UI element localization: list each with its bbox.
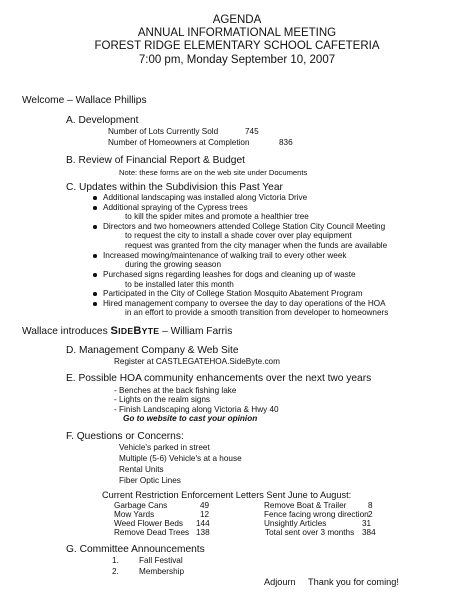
letter-count: 144 (196, 519, 210, 528)
section-g-title: G. Committee Announcements (66, 544, 205, 555)
letter-label: Weed Flower Beds (114, 519, 184, 528)
update-item: Increased mowing/maintenance of walking trail to every other week (103, 251, 347, 260)
update-item-cont: to request the city to install a shade cover over play equipment (125, 231, 352, 240)
intro-suffix: – William Farris (159, 326, 233, 337)
section-e-title: E. Possible HOA community enhancements over the next two years (66, 373, 372, 384)
letter-count: 2 (368, 510, 373, 519)
section-d-title: D. Management Company & Web Site (66, 345, 239, 356)
announcement-number: 1. (112, 556, 119, 565)
update-item: Participated in the City of College Station Mosquito Abatement Program (103, 289, 363, 298)
update-item-cont: to be installed later this month (125, 280, 234, 289)
letter-count: 8 (368, 501, 373, 510)
letter-count: 138 (196, 528, 210, 537)
enhancement-item: - Finish Landscaping along Victoria & Hwy 40 (114, 405, 279, 414)
enhancement-item: - Lights on the realm signs (114, 395, 211, 404)
adjourn-label: Adjourn (264, 577, 296, 587)
letter-count: 31 (362, 519, 372, 528)
section-a-title: A. Development (66, 115, 139, 126)
update-item: Directors and two homeowners attended College Station City Council Meeting (103, 222, 386, 231)
section-c-title: C. Updates within the Subdivision this Past Year (66, 182, 283, 193)
welcome-line: Welcome – Wallace Phillips (22, 95, 147, 106)
lots-sold-label: Number of Lots Currently Sold (108, 127, 219, 136)
intro-prefix: Wallace introduces (22, 326, 111, 337)
letter-label: Mow Yards (114, 510, 155, 519)
update-item-cont: to kill the spider mites and promote a healthier tree (125, 212, 309, 221)
letter-label: Remove Dead Trees (114, 528, 190, 537)
update-item: Hired management company to oversee the day to day operations of the HOA (103, 299, 386, 308)
cast-opinion-note: Go to website to cast your opinion (123, 414, 258, 423)
register-link[interactable]: Register at CASTLEGATEHOA.SideByte.com (114, 357, 280, 366)
letter-count: 49 (200, 501, 210, 510)
update-item: Additional spraying of the Cypress trees (103, 203, 248, 212)
update-item: Additional landscaping was installed along Victoria Drive (103, 193, 308, 202)
concern-item: Fiber Optic Lines (119, 476, 181, 485)
lots-sold-value: 745 (245, 127, 259, 136)
letters-total-value: 384 (362, 528, 376, 537)
sidebyte-brand: SIDEBYTE (110, 325, 160, 337)
letter-label: Garbage Cans (114, 501, 168, 510)
introduction-line (22, 325, 232, 337)
homeowners-label: Number of Homeowners at Completion (108, 138, 250, 147)
concern-item: Vehicle's parked in street (119, 443, 210, 452)
update-item-cont: in an effort to provide a smooth transition from developer to homeowners (125, 308, 389, 317)
letters-title: Current Restriction Enforcement Letters Sent June to August: (102, 490, 352, 500)
letter-label: Remove Boat & Trailer (264, 501, 347, 510)
update-item: Purchased signs regarding leashes for dogs and cleaning up of waste (103, 270, 356, 279)
update-item-cont: during the growing season (125, 260, 222, 269)
thank-you-message: Thank you for coming! (308, 577, 399, 587)
meeting-datetime: 7:00 pm, Monday September 10, 2007 (138, 54, 336, 66)
update-item-cont: request was granted from the city manager when the funds are available (125, 241, 388, 250)
meeting-title: ANNUAL INFORMATIONAL MEETING (137, 27, 337, 39)
agenda-title: AGENDA (212, 14, 262, 26)
letter-label: Fence facing wrong direction (264, 510, 369, 519)
section-b-title: B. Review of Financial Report & Budget (66, 155, 245, 166)
financial-note: Note: these forms are on the web site under Documents (119, 168, 308, 177)
homeowners-value: 836 (279, 138, 293, 147)
venue-title: FOREST RIDGE ELEMENTARY SCHOOL CAFETERIA (94, 40, 380, 52)
announcement-number: 2. (112, 567, 119, 576)
section-f-title: F. Questions or Concerns: (66, 431, 184, 442)
announcement-item: Membership (139, 567, 185, 576)
letter-count: 12 (200, 510, 210, 519)
announcement-item: Fall Festival (139, 556, 183, 565)
letter-label: Unsightly Articles (264, 519, 327, 528)
concern-item: Multiple (5-6) Vehicle's at a house (119, 454, 242, 463)
concern-item: Rental Units (119, 465, 164, 474)
enhancement-item: - Benches at the back fishing lake (114, 386, 237, 395)
letters-total-label: Total sent over 3 months (265, 528, 355, 537)
